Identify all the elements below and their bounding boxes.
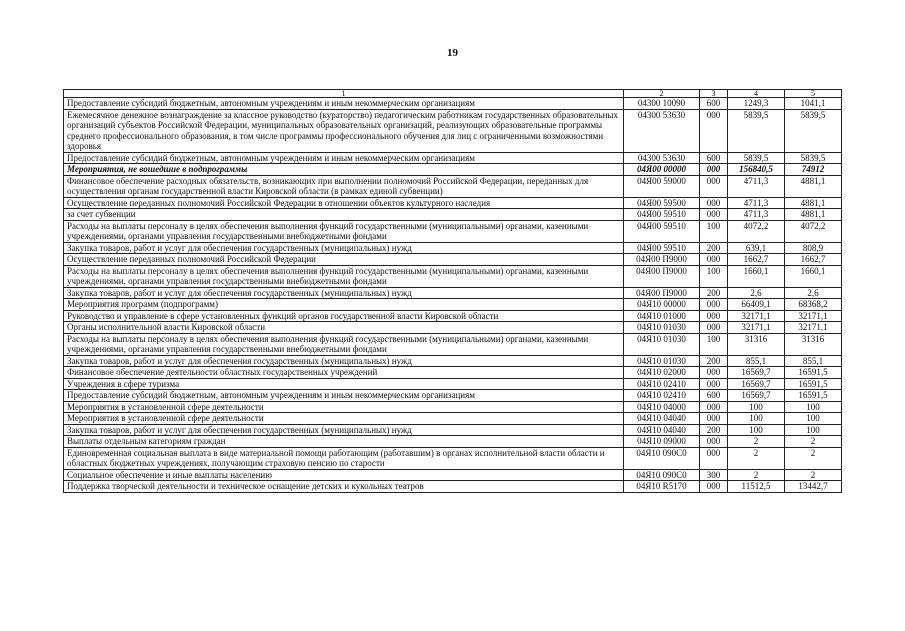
row-value-col4: 32171,1 [728, 322, 785, 334]
row-name: Социальное обеспечение и иные выплаты населению [64, 469, 624, 481]
row-name: Ежемесячное денежное вознаграждение за классное руководство (кураторство) педагогическим работникам государственных образовательных организаций субъектов Российской Федерации, муниципальных образовательных организаций, реализующих образовательные программы среднего профессионального образования, в том числе программы профессионального обучения для лиц с ограниченными возможностями здоровья [64, 109, 624, 152]
row-name: Закупка товаров, работ и услуг для обеспечения государственных (муниципальных) нужд [64, 355, 624, 367]
row-name: Поддержка творческой деятельности и техническое оснащение детских и кукольных театров [64, 481, 624, 493]
row-value-col5: 100 [785, 424, 842, 436]
row-value-col5: 2,6 [785, 287, 842, 299]
table-row [64, 333, 842, 355]
row-value-col5: 16591,5 [785, 378, 842, 390]
row-value-col5: 32171,1 [785, 310, 842, 322]
row-type: 000 [700, 481, 728, 493]
row-value-col5: 4881,1 [785, 197, 842, 209]
row-code: 04Я10 04040 [624, 413, 700, 425]
row-value-col5: 32171,1 [785, 322, 842, 334]
row-name: Финансовое обеспечение расходных обязательств, возникающих при выполнении полномочий Российской Федерации, переданных для осуществления органам государственной власти Кировской области (в рамках единой субвенции) [64, 175, 624, 197]
row-value-col4: 31316 [728, 333, 785, 355]
row-value-col4: 4711,3 [728, 209, 785, 221]
row-code: 04Я00 П9000 [624, 265, 700, 287]
row-value-col5: 100 [785, 401, 842, 413]
table-row [64, 175, 842, 197]
table-row [64, 164, 842, 176]
row-type: 200 [700, 287, 728, 299]
table-row [64, 299, 842, 311]
table-row [64, 469, 842, 481]
row-value-col4: 32171,1 [728, 310, 785, 322]
row-value-col4: 1249,3 [728, 98, 785, 110]
row-value-col4: 66409,1 [728, 299, 785, 311]
row-name: Органы исполнительной власти Кировской области [64, 322, 624, 334]
table-row [64, 197, 842, 209]
row-type: 000 [700, 378, 728, 390]
row-value-col5: 855,1 [785, 355, 842, 367]
row-value-col4: 100 [728, 424, 785, 436]
row-value-col5: 808,9 [785, 242, 842, 254]
row-value-col5: 16591,5 [785, 367, 842, 379]
row-type: 300 [700, 469, 728, 481]
row-name: Мероприятия в установленной сфере деятельности [64, 401, 624, 413]
row-type: 100 [700, 333, 728, 355]
table-row [64, 322, 842, 334]
row-name: Мероприятия в установленной сфере деятельности [64, 413, 624, 425]
row-value-col5: 31316 [785, 333, 842, 355]
row-type: 000 [700, 413, 728, 425]
row-code: 04Я00 59510 [624, 242, 700, 254]
row-code: 04300 10090 [624, 98, 700, 110]
row-name: Мероприятия программ (подпрограмм) [64, 299, 624, 311]
row-type: 000 [700, 310, 728, 322]
row-code: 04Я10 04000 [624, 401, 700, 413]
row-value-col4: 4711,3 [728, 197, 785, 209]
table-row [64, 413, 842, 425]
table-row [64, 367, 842, 379]
row-name: за счет субвенции [64, 209, 624, 221]
row-type: 200 [700, 355, 728, 367]
row-name: Выплаты отдельным категориям граждан [64, 436, 624, 448]
row-value-col5: 5839,5 [785, 109, 842, 152]
row-code: 04Я00 59510 [624, 220, 700, 242]
row-code: 04Я00 П9000 [624, 254, 700, 266]
row-type: 000 [700, 254, 728, 266]
row-value-col4: 5839,5 [728, 109, 785, 152]
row-code: 04Я10 09000 [624, 436, 700, 448]
table-row [64, 447, 842, 469]
row-type: 100 [700, 265, 728, 287]
row-value-col5: 4072,2 [785, 220, 842, 242]
row-code: 04300 53630 [624, 152, 700, 164]
row-value-col5: 16591,5 [785, 390, 842, 402]
row-type: 000 [700, 209, 728, 221]
row-value-col4: 11512,5 [728, 481, 785, 493]
row-code: 04Я10 01030 [624, 355, 700, 367]
row-value-col5: 2 [785, 436, 842, 448]
row-value-col5: 4881,1 [785, 209, 842, 221]
table-row [64, 152, 842, 164]
row-value-col4: 639,1 [728, 242, 785, 254]
row-value-col5: 13442,7 [785, 481, 842, 493]
row-name: Осуществление переданных полномочий Российской Федерации [64, 254, 624, 266]
header-col-5: 5 [785, 90, 842, 98]
row-name: Финансовое обеспечение деятельности областных государственных учреждений [64, 367, 624, 379]
row-value-col4: 1660,1 [728, 265, 785, 287]
row-value-col4: 2 [728, 469, 785, 481]
table-row [64, 481, 842, 493]
row-code: 04Я00 00000 [624, 164, 700, 176]
row-type: 600 [700, 152, 728, 164]
row-code: 04Я10 02410 [624, 378, 700, 390]
table-body [64, 98, 842, 493]
table-row [64, 109, 842, 152]
row-type: 000 [700, 447, 728, 469]
row-name: Учреждения в сфере туризма [64, 378, 624, 390]
row-code: 04Я10 01000 [624, 310, 700, 322]
row-name: Единовременная социальная выплата в виде материальной помощи работающим (работавшим) в органах исполнительной власти области и областных бюджетных учреждениях, получающим страховую пенсию по старости [64, 447, 624, 469]
row-name: Осуществление переданных полномочий Российской Федерации в отношении объектов культурного наследия [64, 197, 624, 209]
row-value-col4: 4711,3 [728, 175, 785, 197]
row-value-col5: 5839,5 [785, 152, 842, 164]
header-col-4: 4 [728, 90, 785, 98]
table-header-row [64, 90, 842, 98]
row-type: 200 [700, 424, 728, 436]
row-type: 000 [700, 367, 728, 379]
table-row [64, 424, 842, 436]
row-value-col4: 2,6 [728, 287, 785, 299]
header-col-3: 3 [700, 90, 728, 98]
row-type: 000 [700, 322, 728, 334]
row-code: 04Я10 01030 [624, 333, 700, 355]
row-value-col5: 1041,1 [785, 98, 842, 110]
row-type: 000 [700, 401, 728, 413]
row-value-col4: 156840,5 [728, 164, 785, 176]
row-value-col5: 100 [785, 413, 842, 425]
row-type: 000 [700, 436, 728, 448]
table-row [64, 98, 842, 110]
row-code: 04Я10 02000 [624, 367, 700, 379]
table-row [64, 436, 842, 448]
row-value-col4: 16569,7 [728, 378, 785, 390]
row-value-col5: 1660,1 [785, 265, 842, 287]
page-number: 19 [447, 47, 458, 59]
row-value-col5: 74912 [785, 164, 842, 176]
row-code: 04Я00 59000 [624, 175, 700, 197]
row-name: Предоставление субсидий бюджетным, автономным учреждениям и иным некоммерческим организациям [64, 98, 624, 110]
row-code: 04Я10 R5170 [624, 481, 700, 493]
table-row [64, 209, 842, 221]
budget-table [63, 89, 842, 493]
table-row [64, 220, 842, 242]
row-name: Мероприятия, не вошедшие в подпрограммы [64, 164, 624, 176]
table-row [64, 242, 842, 254]
row-code: 04Я10 04040 [624, 424, 700, 436]
row-code: 04Я10 090С0 [624, 469, 700, 481]
row-type: 000 [700, 197, 728, 209]
row-value-col5: 4881,1 [785, 175, 842, 197]
row-code: 04Я00 59500 [624, 197, 700, 209]
row-value-col4: 16569,7 [728, 390, 785, 402]
row-name: Расходы на выплаты персоналу в целях обеспечения выполнения функций государственными (муниципальными) органами, казенными учреждениями, органами управления государственными внебюджетными фондами [64, 265, 624, 287]
row-code: 04Я00 59510 [624, 209, 700, 221]
row-code: 04Я10 090С0 [624, 447, 700, 469]
row-value-col4: 1662,7 [728, 254, 785, 266]
row-name: Предоставление субсидий бюджетным, автономным учреждениям и иным некоммерческим организациям [64, 390, 624, 402]
row-code: 04Я00 П9000 [624, 287, 700, 299]
table-row [64, 355, 842, 367]
row-name: Расходы на выплаты персоналу в целях обеспечения выполнения функций государственными (муниципальными) органами, казенными учреждениями, органами управления государственными внебюджетными фондами [64, 220, 624, 242]
row-value-col5: 2 [785, 469, 842, 481]
row-name: Расходы на выплаты персоналу в целях обеспечения выполнения функций государственными (муниципальными) органами, казенными учреждениями, органами управления государственными внебюджетными фондами [64, 333, 624, 355]
row-value-col4: 100 [728, 401, 785, 413]
row-type: 000 [700, 164, 728, 176]
table-row [64, 254, 842, 266]
row-type: 100 [700, 220, 728, 242]
row-name: Закупка товаров, работ и услуг для обеспечения государственных (муниципальных) нужд [64, 242, 624, 254]
row-name: Закупка товаров, работ и услуг для обеспечения государственных (муниципальных) нужд [64, 424, 624, 436]
row-value-col4: 4072,2 [728, 220, 785, 242]
row-code: 04Я10 00000 [624, 299, 700, 311]
table-row [64, 390, 842, 402]
row-type: 000 [700, 109, 728, 152]
table-row [64, 310, 842, 322]
row-name: Предоставление субсидий бюджетным, автономным учреждениям и иным некоммерческим организациям [64, 152, 624, 164]
row-value-col4: 100 [728, 413, 785, 425]
table-row [64, 401, 842, 413]
row-type: 600 [700, 98, 728, 110]
row-code: 04Я10 02410 [624, 390, 700, 402]
row-value-col4: 2 [728, 447, 785, 469]
row-value-col5: 2 [785, 447, 842, 469]
row-name: Руководство и управление в сфере установленных функций органов государственной власти Кировской области [64, 310, 624, 322]
row-type: 200 [700, 242, 728, 254]
table-row [64, 265, 842, 287]
row-value-col5: 1662,7 [785, 254, 842, 266]
row-type: 000 [700, 175, 728, 197]
row-code: 04300 53630 [624, 109, 700, 152]
row-type: 000 [700, 299, 728, 311]
row-name: Закупка товаров, работ и услуг для обеспечения государственных (муниципальных) нужд [64, 287, 624, 299]
row-value-col4: 16569,7 [728, 367, 785, 379]
row-value-col4: 5839,5 [728, 152, 785, 164]
row-value-col4: 855,1 [728, 355, 785, 367]
table-row [64, 378, 842, 390]
header-col-1: 1 [64, 90, 624, 98]
row-type: 600 [700, 390, 728, 402]
table-row [64, 287, 842, 299]
row-value-col4: 2 [728, 436, 785, 448]
row-value-col5: 68368,2 [785, 299, 842, 311]
row-code: 04Я10 01030 [624, 322, 700, 334]
header-col-2: 2 [624, 90, 700, 98]
